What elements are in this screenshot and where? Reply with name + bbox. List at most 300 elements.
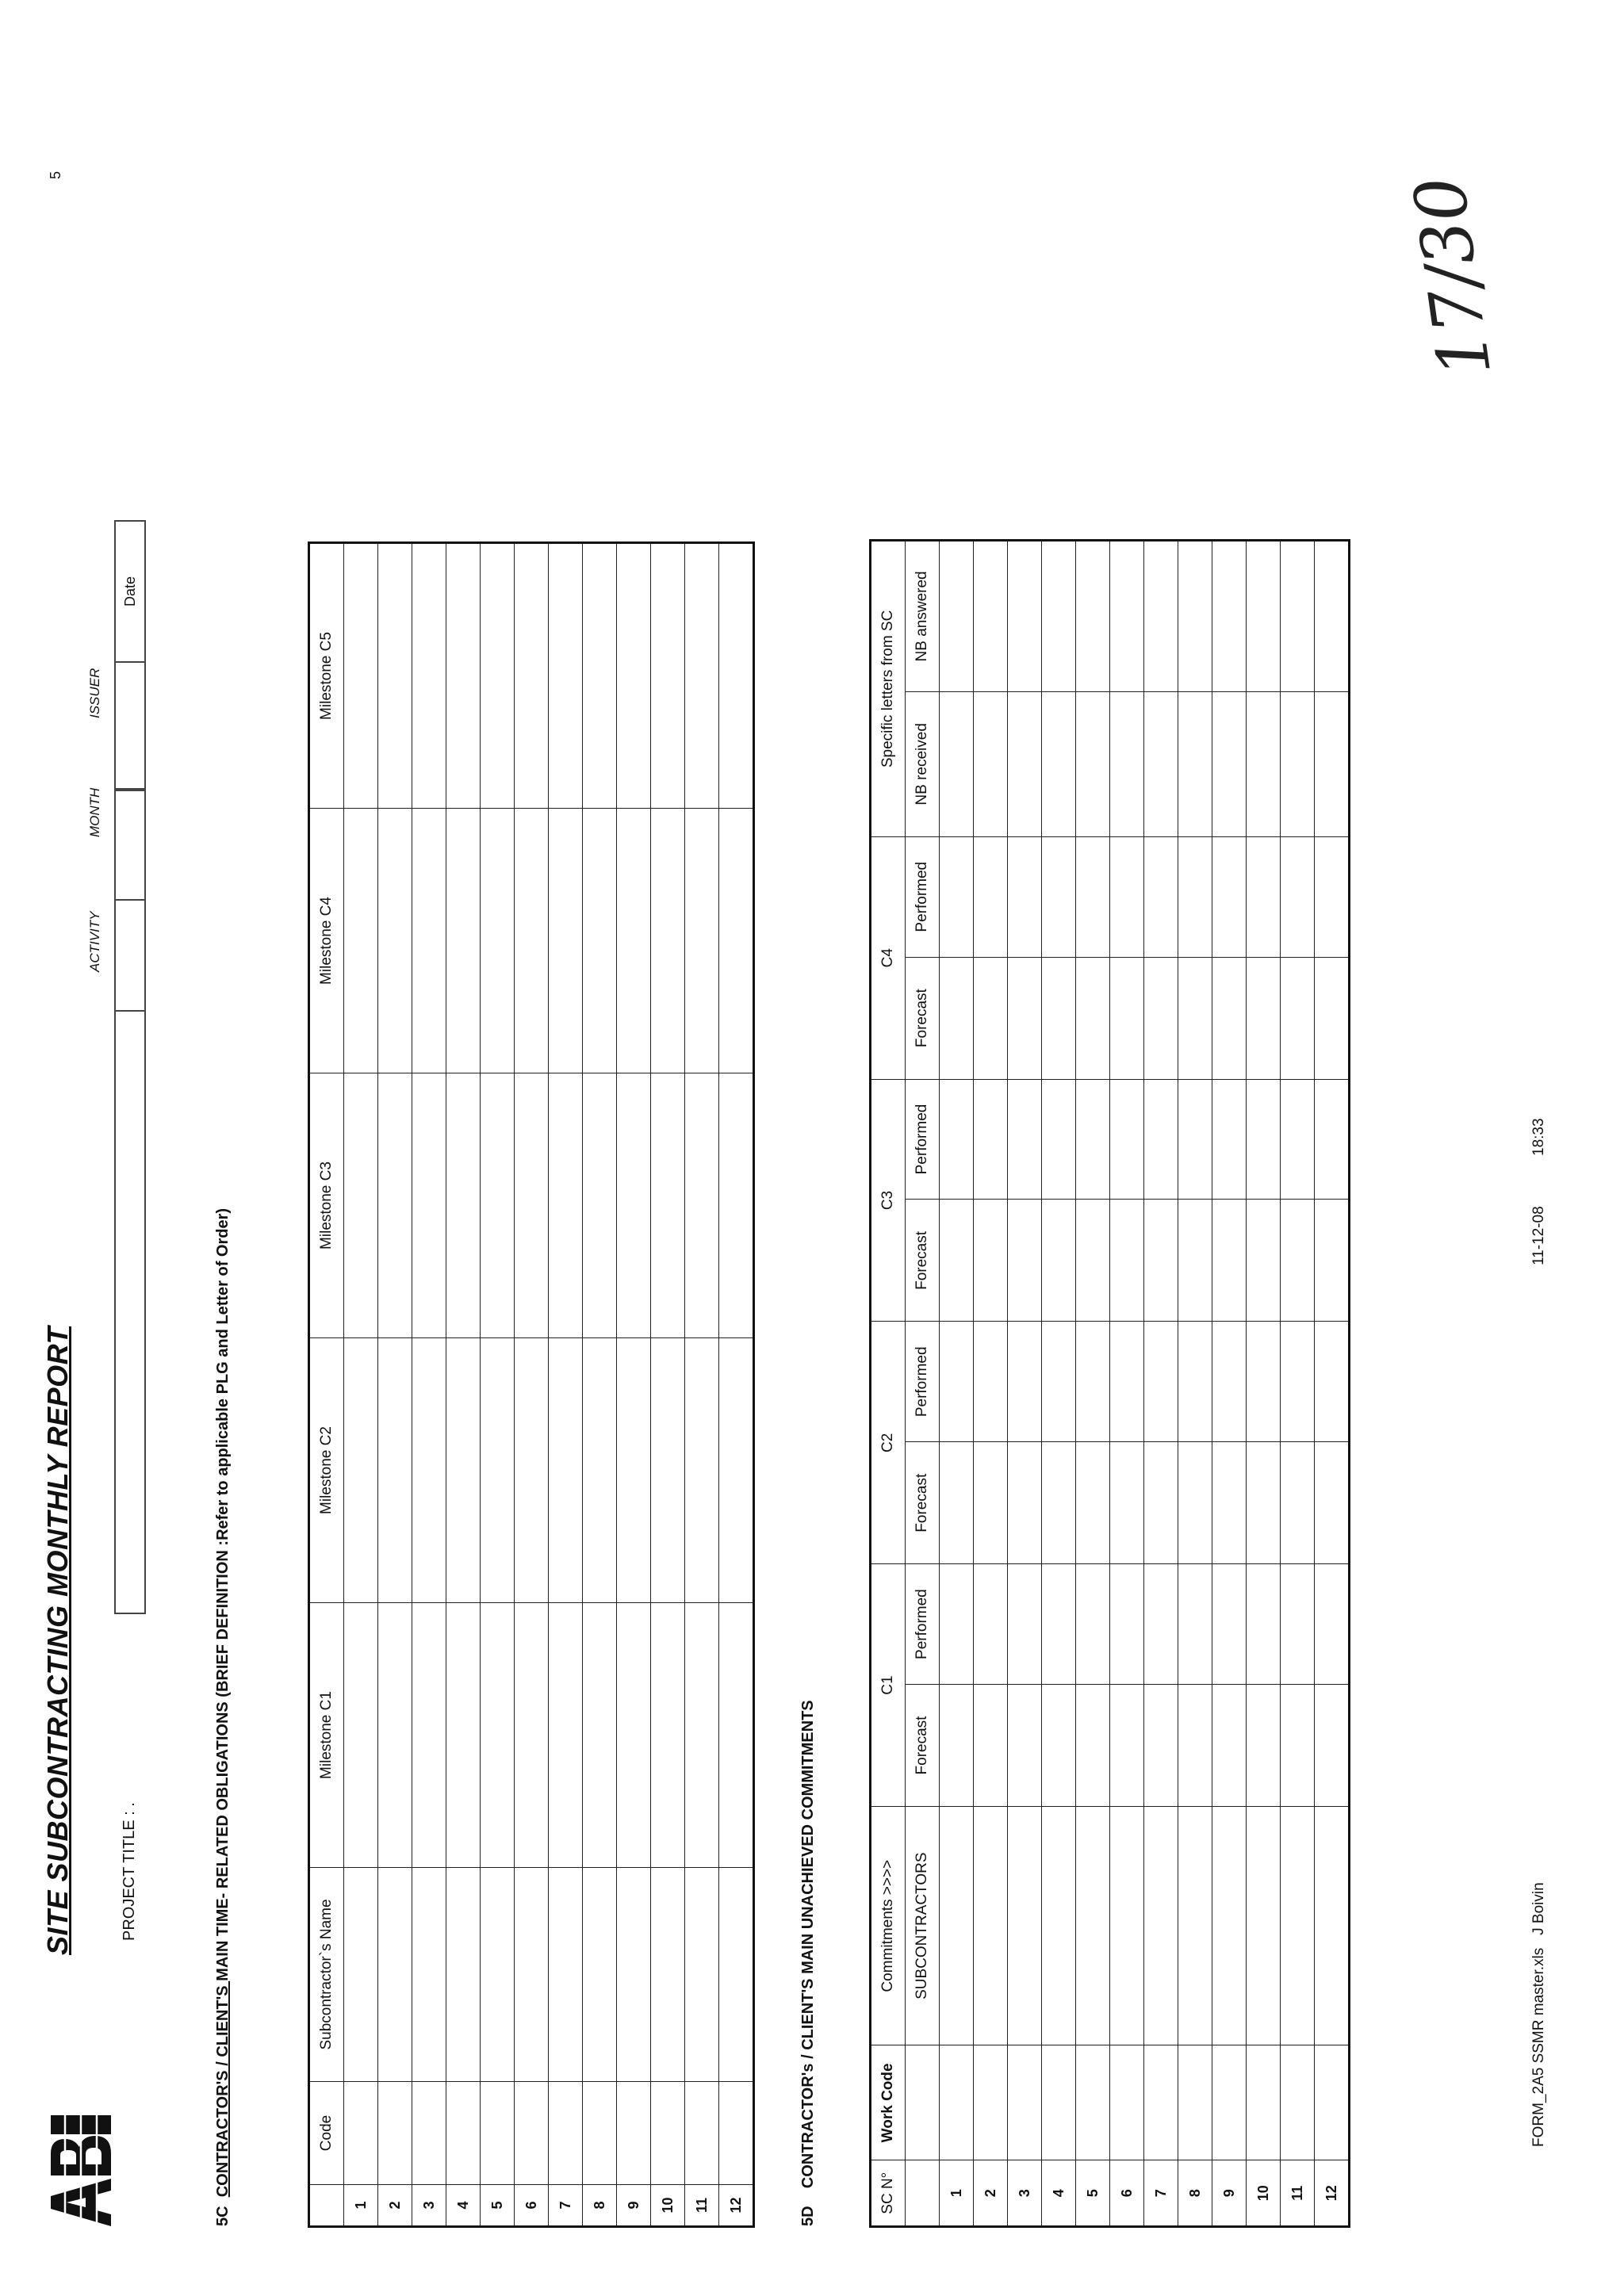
- table-cell[interactable]: [617, 1603, 651, 1868]
- table-cell[interactable]: [1178, 541, 1212, 692]
- table-cell[interactable]: [1212, 957, 1247, 1079]
- section-5d-title-text: CONTRACTOR's / CLIENT'S MAIN UNACHIEVED COMMITMENTS: [799, 1700, 817, 2189]
- table-cell[interactable]: [940, 2045, 974, 2160]
- table-row: [1008, 541, 1042, 2226]
- table-cell[interactable]: [1247, 957, 1281, 1079]
- month-field[interactable]: [116, 788, 144, 899]
- table-cell[interactable]: [1042, 1807, 1076, 2045]
- table-cell[interactable]: [412, 2082, 446, 2185]
- table-cell[interactable]: [1144, 1564, 1178, 1685]
- table-cell[interactable]: [481, 1868, 515, 2082]
- row-number: 8: [583, 2185, 617, 2226]
- table-cell[interactable]: [1178, 1200, 1212, 1322]
- project-title-label: PROJECT TITLE : .: [121, 1802, 138, 1941]
- issuer-field[interactable]: [116, 661, 144, 788]
- table-cell[interactable]: [1281, 957, 1315, 1079]
- table-cell[interactable]: [685, 1338, 719, 1603]
- table-cell[interactable]: [617, 2082, 651, 2185]
- table-cell[interactable]: [1042, 836, 1076, 957]
- table-cell[interactable]: [1281, 1564, 1315, 1685]
- table-cell[interactable]: [1178, 957, 1212, 1079]
- table-cell[interactable]: [446, 544, 481, 809]
- table-subheader-row: [906, 541, 940, 2226]
- col-subheader-blank: [906, 2045, 940, 2160]
- table-cell[interactable]: [940, 691, 974, 836]
- table-cell[interactable]: [1076, 1564, 1110, 1685]
- row-number: 4: [446, 2185, 481, 2226]
- table-cell[interactable]: [1076, 1807, 1110, 2045]
- table-cell[interactable]: [1110, 1322, 1144, 1442]
- table-cell[interactable]: [1247, 541, 1281, 692]
- table-cell[interactable]: [651, 544, 685, 809]
- table-cell[interactable]: [1178, 1807, 1212, 2045]
- table-cell[interactable]: [974, 1685, 1008, 1807]
- table-cell[interactable]: [974, 836, 1008, 957]
- table-cell[interactable]: [1144, 1079, 1178, 1200]
- col-header-index: [310, 2185, 344, 2226]
- month-label: MONTH: [87, 787, 102, 837]
- date-label: Date: [121, 576, 138, 607]
- table-cell[interactable]: [1178, 836, 1212, 957]
- table-cell[interactable]: [1178, 691, 1212, 836]
- table-cell[interactable]: [719, 1868, 753, 2082]
- table-cell[interactable]: [1315, 957, 1349, 1079]
- table-cell[interactable]: [1315, 541, 1349, 692]
- col-header-c3: C3: [871, 1079, 906, 1322]
- table-cell[interactable]: [1315, 1200, 1349, 1322]
- table-cell[interactable]: [583, 809, 617, 1073]
- table-cell[interactable]: [515, 544, 549, 809]
- table-cell[interactable]: [974, 1200, 1008, 1322]
- col-header-milestone-c2: Milestone C2: [310, 1338, 344, 1603]
- table-cell[interactable]: [1144, 1807, 1178, 2045]
- row-number: 11: [1281, 2160, 1315, 2226]
- table-cell[interactable]: [1247, 836, 1281, 957]
- section-5c-title: [214, 1208, 232, 2226]
- table-cell[interactable]: [1247, 1322, 1281, 1442]
- table-cell[interactable]: [1008, 1322, 1042, 1442]
- table-cell[interactable]: [719, 544, 753, 809]
- table-row: [549, 544, 583, 2226]
- table-cell[interactable]: [344, 544, 378, 809]
- table-row: [1110, 541, 1144, 2226]
- table-cell[interactable]: [481, 1603, 515, 1868]
- table-cell[interactable]: [974, 1322, 1008, 1442]
- table-cell[interactable]: [1110, 957, 1144, 1079]
- table-cell[interactable]: [1212, 691, 1247, 836]
- table-cell[interactable]: [378, 1603, 412, 1868]
- table-cell[interactable]: [1247, 1442, 1281, 1564]
- col-subheader-c3-forecast: Forecast: [906, 1200, 940, 1322]
- table-cell[interactable]: [1008, 541, 1042, 692]
- table-cell[interactable]: [974, 691, 1008, 836]
- table-cell[interactable]: [1110, 691, 1144, 836]
- footer-time: 18:33: [1530, 1118, 1547, 1156]
- table-cell[interactable]: [1212, 1564, 1247, 1685]
- table-cell[interactable]: [1315, 691, 1349, 836]
- row-number: 1: [344, 2185, 378, 2226]
- table-cell[interactable]: [1212, 1442, 1247, 1564]
- table-cell[interactable]: [1042, 541, 1076, 692]
- table-cell[interactable]: [1042, 1322, 1076, 1442]
- table-cell[interactable]: [1281, 1200, 1315, 1322]
- row-number: 10: [651, 2185, 685, 2226]
- table-cell[interactable]: [344, 809, 378, 1073]
- table-cell[interactable]: [1110, 541, 1144, 692]
- table-cell[interactable]: [719, 1338, 753, 1603]
- activity-month-issuer-date-boxes: [114, 520, 146, 1012]
- row-number: 5: [1076, 2160, 1110, 2226]
- activity-label: ACTIVITY: [87, 911, 102, 972]
- table-header-row: [310, 544, 344, 2226]
- table-cell[interactable]: [685, 2082, 719, 2185]
- col-subheader-c4-performed: Performed: [906, 836, 940, 957]
- table-cell[interactable]: [549, 1603, 583, 1868]
- table-cell[interactable]: [344, 1338, 378, 1603]
- table-cell[interactable]: [1076, 1322, 1110, 1442]
- table-cell[interactable]: [940, 1685, 974, 1807]
- table-cell[interactable]: [446, 1073, 481, 1338]
- table-cell[interactable]: [974, 957, 1008, 1079]
- row-number: 2: [378, 2185, 412, 2226]
- table-cell[interactable]: [651, 1868, 685, 2082]
- table-cell[interactable]: [685, 1868, 719, 2082]
- table-cell[interactable]: [1212, 1079, 1247, 1200]
- col-subheader-nb-answered: NB answered: [906, 541, 940, 692]
- table-cell[interactable]: [940, 541, 974, 692]
- table-cell[interactable]: [515, 1603, 549, 1868]
- table-cell[interactable]: [412, 1603, 446, 1868]
- table-cell[interactable]: [1008, 836, 1042, 957]
- table-cell[interactable]: [378, 1073, 412, 1338]
- table-cell[interactable]: [1144, 2045, 1178, 2160]
- table-cell[interactable]: [1110, 1807, 1144, 2045]
- table-cell[interactable]: [1042, 2045, 1076, 2160]
- table-cell[interactable]: [1178, 1322, 1212, 1442]
- table-cell[interactable]: [1008, 1200, 1042, 1322]
- table-cell[interactable]: [719, 1603, 753, 1868]
- col-header-milestone-c4: Milestone C4: [310, 809, 344, 1073]
- row-number: 10: [1247, 2160, 1281, 2226]
- table-cell[interactable]: [1315, 2045, 1349, 2160]
- table-cell[interactable]: [1315, 1807, 1349, 2045]
- table-cell[interactable]: [515, 809, 549, 1073]
- table-cell[interactable]: [617, 1338, 651, 1603]
- table-cell[interactable]: [1247, 1079, 1281, 1200]
- table-cell[interactable]: [1212, 836, 1247, 957]
- date-field[interactable]: [116, 522, 144, 661]
- table-cell[interactable]: [1144, 836, 1178, 957]
- table-cell[interactable]: [940, 836, 974, 957]
- table-cell[interactable]: [1315, 1079, 1349, 1200]
- table-cell[interactable]: [1110, 1564, 1144, 1685]
- table-cell[interactable]: [378, 1338, 412, 1603]
- section-5d-title: [799, 1700, 818, 2226]
- table-cell[interactable]: [1212, 2045, 1247, 2160]
- table-cell[interactable]: [1008, 1685, 1042, 1807]
- table-cell[interactable]: [974, 1564, 1008, 1685]
- table-cell[interactable]: [515, 1338, 549, 1603]
- row-number: 3: [1008, 2160, 1042, 2226]
- table-cell[interactable]: [481, 1338, 515, 1603]
- table-cell[interactable]: [1008, 1807, 1042, 2045]
- table-cell[interactable]: [1247, 2045, 1281, 2160]
- table-cell[interactable]: [1281, 541, 1315, 692]
- table-cell[interactable]: [1315, 1685, 1349, 1807]
- footer-timestamp: [1530, 1118, 1548, 1265]
- footer-file-info: [1530, 1882, 1548, 2147]
- table-cell[interactable]: [1110, 2045, 1144, 2160]
- table-cell[interactable]: [515, 1868, 549, 2082]
- table-cell[interactable]: [549, 1868, 583, 2082]
- table-cell[interactable]: [446, 1603, 481, 1868]
- table-cell[interactable]: [974, 2045, 1008, 2160]
- table-cell[interactable]: [940, 1807, 974, 2045]
- table-cell[interactable]: [617, 544, 651, 809]
- table-cell[interactable]: [651, 809, 685, 1073]
- table-cell[interactable]: [940, 957, 974, 1079]
- table-cell[interactable]: [344, 1073, 378, 1338]
- table-cell[interactable]: [940, 1200, 974, 1322]
- table-cell[interactable]: [344, 2082, 378, 2185]
- table-cell[interactable]: [974, 1442, 1008, 1564]
- table-cell[interactable]: [412, 1868, 446, 2082]
- table-cell[interactable]: [685, 1073, 719, 1338]
- table-row: [515, 544, 549, 2226]
- table-cell[interactable]: [1247, 1200, 1281, 1322]
- table-cell[interactable]: [549, 809, 583, 1073]
- table-cell[interactable]: [378, 1868, 412, 2082]
- table-cell[interactable]: [344, 1868, 378, 2082]
- table-cell[interactable]: [1076, 2045, 1110, 2160]
- table-cell[interactable]: [974, 1807, 1008, 2045]
- table-cell[interactable]: [940, 1322, 974, 1442]
- table-cell[interactable]: [481, 1073, 515, 1338]
- table-cell[interactable]: [583, 1338, 617, 1603]
- table-cell[interactable]: [1110, 1442, 1144, 1564]
- table-cell[interactable]: [1247, 1807, 1281, 2045]
- table-cell[interactable]: [1110, 1079, 1144, 1200]
- table-row: [1315, 541, 1349, 2226]
- table-cell[interactable]: [378, 544, 412, 809]
- table-cell[interactable]: [1247, 1564, 1281, 1685]
- row-number: 7: [1144, 2160, 1178, 2226]
- row-number: 12: [1315, 2160, 1349, 2226]
- table-cell[interactable]: [1076, 1685, 1110, 1807]
- table-cell[interactable]: [1247, 691, 1281, 836]
- row-number: 8: [1178, 2160, 1212, 2226]
- table-cell[interactable]: [1042, 1564, 1076, 1685]
- table-cell[interactable]: [1281, 836, 1315, 957]
- table-cell[interactable]: [1315, 836, 1349, 957]
- col-header-sc-no: SC N°: [871, 2160, 906, 2226]
- table-cell[interactable]: [1042, 1685, 1076, 1807]
- table-cell[interactable]: [481, 2082, 515, 2185]
- col-subheader-c4-forecast: Forecast: [906, 957, 940, 1079]
- table-row: [1042, 541, 1076, 2226]
- table-cell[interactable]: [481, 544, 515, 809]
- table-cell[interactable]: [1315, 1564, 1349, 1685]
- table-cell[interactable]: [412, 544, 446, 809]
- table-cell[interactable]: [1281, 1807, 1315, 2045]
- table-cell[interactable]: [940, 1564, 974, 1685]
- table-cell[interactable]: [719, 2082, 753, 2185]
- table-cell[interactable]: [1144, 1685, 1178, 1807]
- table-row: [974, 541, 1008, 2226]
- table-cell[interactable]: [617, 1868, 651, 2082]
- table-cell[interactable]: [1281, 1079, 1315, 1200]
- table-cell[interactable]: [1144, 1200, 1178, 1322]
- table-cell[interactable]: [412, 809, 446, 1073]
- table-cell[interactable]: [412, 1073, 446, 1338]
- table-cell[interactable]: [378, 2082, 412, 2185]
- table-cell[interactable]: [1076, 836, 1110, 957]
- table-cell[interactable]: [1212, 541, 1247, 692]
- section-5d-number: 5D: [799, 2206, 817, 2226]
- table-cell[interactable]: [446, 1868, 481, 2082]
- table-cell[interactable]: [1178, 2045, 1212, 2160]
- table-cell[interactable]: [1315, 1322, 1349, 1442]
- table-cell[interactable]: [1281, 2045, 1315, 2160]
- table-cell[interactable]: [974, 541, 1008, 692]
- col-subheader-c3-performed: Performed: [906, 1079, 940, 1200]
- table-cell[interactable]: [583, 1868, 617, 2082]
- table-cell[interactable]: [1076, 1079, 1110, 1200]
- col-subheader-c1-forecast: Forecast: [906, 1685, 940, 1807]
- table-cell[interactable]: [1042, 691, 1076, 836]
- table-cell[interactable]: [1042, 1442, 1076, 1564]
- table-cell[interactable]: [378, 809, 412, 1073]
- table-cell[interactable]: [1212, 1322, 1247, 1442]
- table-cell[interactable]: [1212, 1807, 1247, 2045]
- table-cell[interactable]: [1212, 1200, 1247, 1322]
- table-cell[interactable]: [1008, 1079, 1042, 1200]
- table-cell[interactable]: [651, 2082, 685, 2185]
- table-cell[interactable]: [1281, 1322, 1315, 1442]
- row-number: 7: [549, 2185, 583, 2226]
- table-cell[interactable]: [583, 1603, 617, 1868]
- table-cell[interactable]: [446, 809, 481, 1073]
- table-cell[interactable]: [515, 2082, 549, 2185]
- table-cell[interactable]: [1178, 1564, 1212, 1685]
- table-cell[interactable]: [1178, 1079, 1212, 1200]
- table-cell[interactable]: [1110, 1685, 1144, 1807]
- table-cell[interactable]: [1008, 1442, 1042, 1564]
- table-cell[interactable]: [583, 1073, 617, 1338]
- table-cell[interactable]: [940, 1079, 974, 1200]
- col-header-milestone-c3: Milestone C3: [310, 1073, 344, 1338]
- table-cell[interactable]: [1008, 691, 1042, 836]
- table-cell[interactable]: [1178, 1442, 1212, 1564]
- table-cell[interactable]: [1178, 1685, 1212, 1807]
- table-cell[interactable]: [617, 809, 651, 1073]
- table-cell[interactable]: [685, 544, 719, 809]
- row-number: 5: [481, 2185, 515, 2226]
- section-5c-title-part2: MAIN TIME- RELATED OBLIGATIONS (BRIEF DEFINITION :Refer to applicable PLG and Letter of Order): [214, 1207, 232, 1981]
- table-cell[interactable]: [651, 1073, 685, 1338]
- table-cell[interactable]: [1281, 691, 1315, 836]
- table-cell[interactable]: [1008, 2045, 1042, 2160]
- col-header-specific-letters: Specific letters from SC: [871, 541, 906, 837]
- table-cell[interactable]: [549, 1073, 583, 1338]
- table-cell[interactable]: [1076, 541, 1110, 692]
- table-cell[interactable]: [549, 1338, 583, 1603]
- table-cell[interactable]: [515, 1073, 549, 1338]
- table-cell[interactable]: [1144, 691, 1178, 836]
- table-cell[interactable]: [1042, 1079, 1076, 1200]
- table-cell[interactable]: [344, 1603, 378, 1868]
- abb-logo: [49, 2114, 113, 2233]
- table-cell[interactable]: [481, 809, 515, 1073]
- table-cell[interactable]: [549, 2082, 583, 2185]
- table-cell[interactable]: [1076, 957, 1110, 1079]
- table-cell[interactable]: [1042, 957, 1076, 1079]
- table-cell[interactable]: [1076, 1200, 1110, 1322]
- table-cell[interactable]: [974, 1079, 1008, 1200]
- table-cell[interactable]: [549, 544, 583, 809]
- table-cell[interactable]: [940, 1442, 974, 1564]
- table-cell[interactable]: [719, 809, 753, 1073]
- table-cell[interactable]: [1110, 1200, 1144, 1322]
- page-number: 5: [48, 170, 63, 179]
- table-cell[interactable]: [446, 1338, 481, 1603]
- table-cell[interactable]: [1042, 1200, 1076, 1322]
- activity-field[interactable]: [116, 899, 144, 1010]
- table-cell[interactable]: [1144, 1322, 1178, 1442]
- table-cell[interactable]: [1212, 1685, 1247, 1807]
- row-number: 6: [1110, 2160, 1144, 2226]
- table-cell[interactable]: [412, 1338, 446, 1603]
- row-number: 9: [617, 2185, 651, 2226]
- table-cell[interactable]: [446, 2082, 481, 2185]
- col-header-c2: C2: [871, 1322, 906, 1564]
- col-header-milestone-c5: Milestone C5: [310, 544, 344, 809]
- table-cell[interactable]: [583, 544, 617, 809]
- table-row: [1212, 541, 1247, 2226]
- table-cell[interactable]: [1076, 1442, 1110, 1564]
- table-cell[interactable]: [1315, 1442, 1349, 1564]
- table-row: [1281, 541, 1315, 2226]
- col-header-commitments: Commitments >>>>: [871, 1807, 906, 2045]
- col-subheader-c1-performed: Performed: [906, 1564, 940, 1685]
- table-cell[interactable]: [1008, 957, 1042, 1079]
- section-5c-title-part1: CONTRACTOR'S / CLIENT'S: [214, 1980, 232, 2198]
- table-cell[interactable]: [1008, 1564, 1042, 1685]
- table-cell[interactable]: [1076, 691, 1110, 836]
- table-row: [617, 544, 651, 2226]
- table-cell[interactable]: [1281, 1685, 1315, 1807]
- table-cell[interactable]: [583, 2082, 617, 2185]
- table-cell[interactable]: [651, 1603, 685, 1868]
- table-cell[interactable]: [617, 1073, 651, 1338]
- table-cell[interactable]: [1144, 957, 1178, 1079]
- table-cell[interactable]: [1110, 836, 1144, 957]
- col-header-subcontractor-name: Subcontractor`s Name: [310, 1868, 344, 2082]
- table-cell[interactable]: [1247, 1685, 1281, 1807]
- table-cell[interactable]: [685, 809, 719, 1073]
- col-subheader-c2-forecast: Forecast: [906, 1442, 940, 1564]
- table-row: [378, 544, 412, 2226]
- col-header-c1: C1: [871, 1564, 906, 1807]
- table-cell[interactable]: [1144, 1442, 1178, 1564]
- table-cell[interactable]: [651, 1338, 685, 1603]
- table-row: [719, 544, 753, 2226]
- row-number: 4: [1042, 2160, 1076, 2226]
- table-cell[interactable]: [1144, 541, 1178, 692]
- table-cell[interactable]: [719, 1073, 753, 1338]
- table-cell[interactable]: [685, 1603, 719, 1868]
- table-cell[interactable]: [1281, 1442, 1315, 1564]
